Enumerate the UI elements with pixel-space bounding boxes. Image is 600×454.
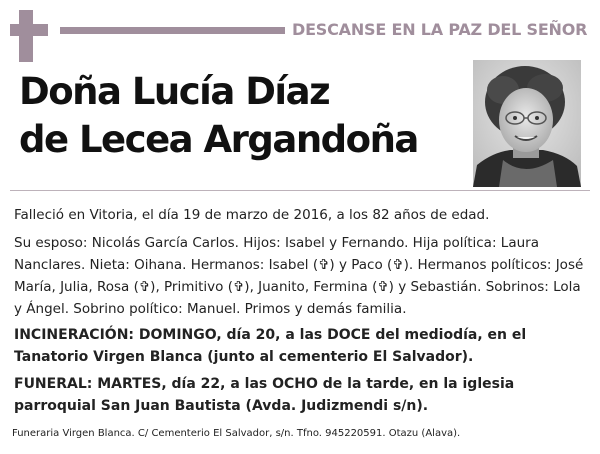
death-notice: Falleció en Vitoria, el día 19 de marzo de 2016, a los 82 años de edad. [14, 207, 490, 223]
portrait-photo [473, 60, 581, 187]
section-divider [10, 190, 590, 191]
deceased-name [19, 68, 469, 164]
name-line-2: de Lecea Argandoña [19, 118, 418, 161]
cross-horizontal-bar [10, 24, 48, 36]
funeral-notice: FUNERAL: MARTES, día 22, a las OCHO de la tarde, en la iglesia parroquial San Juan Bautista (Avda. Judizmendi s/n). [14, 376, 515, 414]
cross-vertical-bar [19, 10, 33, 62]
header-title: DESCANSE EN LA PAZ DEL SEÑOR [292, 20, 588, 39]
cremation-notice: INCINERACIÓN: DOMINGO, día 20, a las DOCE del mediodía, en el Tanatorio Virgen Blanca (junto al cementerio El Salvador). [14, 327, 527, 365]
name-line-1: Doña Lucía Díaz [19, 70, 330, 113]
header-divider-bar [60, 27, 285, 34]
funeral-home-footer: Funeraria Virgen Blanca. C/ Cementerio El Salvador, s/n. Tfno. 945220591. Otazu (Alava). [12, 428, 461, 439]
portrait-photo-graphic [473, 60, 581, 187]
family-list: Su esposo: Nicolás García Carlos. Hijos: Isabel y Fernando. Hija política: Laura Nanclares. Nieta: Oihana. Hermanos: Isabel (✞) y Paco (✞). Hermanos políticos: José María, Julia, Rosa (✞), Primitivo (✞), Juanito, Fermina (✞) y Sebastián. Sobrinos: Lola y Ángel. Sobrino político: Manuel. Primos y demás familia. [14, 235, 584, 317]
